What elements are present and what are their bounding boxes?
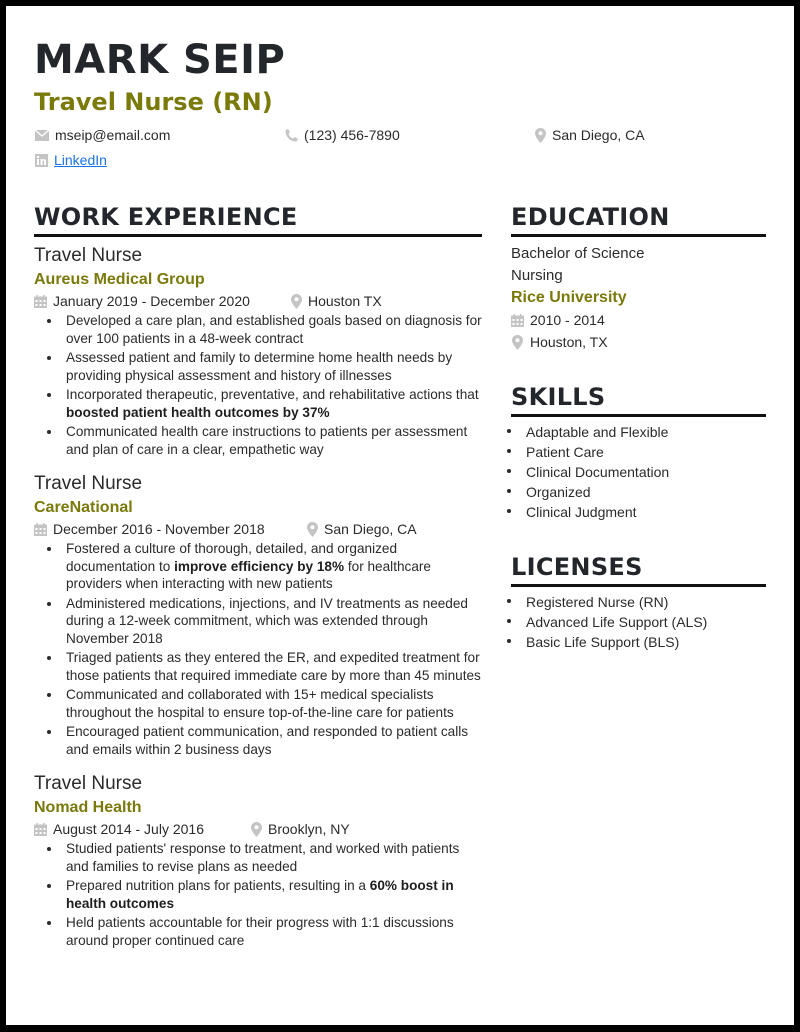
contact-linkedin[interactable]	[35, 151, 107, 169]
bullet-item: Prepared nutrition plans for patients, resulting in a 60% boost in health outcomes	[66, 877, 482, 912]
job-title: Travel Nurse	[34, 473, 143, 494]
license-item: Basic Life Support (BLS)	[526, 632, 766, 652]
degree: Bachelor of Science	[511, 245, 645, 262]
skills-list	[511, 422, 766, 522]
contact-phone	[285, 126, 400, 144]
education-location: Houston, TX	[530, 334, 608, 350]
job-bullets	[34, 540, 482, 758]
job-dates: December 2016 - November 2018	[53, 521, 265, 537]
license-item: Registered Nurse (RN)	[526, 592, 766, 612]
licenses-list	[511, 592, 766, 652]
company-name: Aureus Medical Group	[34, 271, 205, 288]
calendar-icon	[34, 295, 47, 308]
bullet-item: Communicated and collaborated with 15+ medical specialists throughout the hospital to ensure top-of-the-line care for patients	[66, 686, 482, 721]
education-section	[511, 202, 766, 353]
work-experience-section	[34, 202, 482, 951]
location-text: San Diego, CA	[552, 127, 645, 143]
job-location: San Diego, CA	[324, 521, 417, 537]
bullet-item: Studied patients' response to treatment, and worked with patients and families to revise plans as needed	[66, 840, 482, 875]
education-location-row	[511, 331, 766, 353]
school-name: Rice University	[511, 289, 627, 306]
job-entry	[34, 472, 482, 758]
company-name: CareNational	[34, 499, 133, 516]
bullet-item: Communicated health care instructions to patients per assessment and plan of care in a clear, empathetic way	[66, 423, 482, 458]
section-divider	[511, 234, 766, 237]
licenses-section	[511, 552, 766, 652]
job-entry	[34, 244, 482, 458]
phone-icon	[285, 129, 298, 142]
job-entry	[34, 772, 482, 949]
resume-page	[6, 6, 794, 1025]
job-location: Houston TX	[308, 293, 382, 309]
skill-item: Clinical Documentation	[526, 462, 766, 482]
phone-text: (123) 456-7890	[304, 127, 400, 143]
skill-item: Organized	[526, 482, 766, 502]
linkedin-icon	[35, 154, 48, 167]
company-name: Nomad Health	[34, 799, 142, 816]
education-dates: 2010 - 2014	[530, 312, 605, 328]
skills-section	[511, 382, 766, 522]
job-dates: January 2019 - December 2020	[53, 293, 250, 309]
calendar-icon	[34, 523, 47, 536]
right-column	[511, 202, 766, 650]
job-location: Brooklyn, NY	[268, 821, 350, 837]
bullet-item: Incorporated therapeutic, preventative, and rehabilitative actions that boosted patient health outcomes by 37%	[66, 386, 482, 421]
map-pin-icon	[251, 822, 262, 837]
section-heading-education: EDUCATION	[511, 203, 670, 231]
job-bullets	[34, 312, 482, 458]
candidate-name: MARK SEIP	[34, 37, 286, 83]
linkedin-link[interactable]: LinkedIn	[54, 152, 107, 168]
bullet-item: Held patients accountable for their progress with 1:1 discussions around proper continued care	[66, 914, 482, 949]
job-title: Travel Nurse	[34, 773, 143, 794]
bullet-item: Administered medications, injections, and IV treatments as needed during a 12-week commitment, which was extended through November 2018	[66, 595, 482, 648]
job-meta	[34, 820, 482, 838]
section-heading-skills: SKILLS	[511, 383, 606, 411]
job-meta	[34, 520, 482, 538]
section-divider	[511, 414, 766, 417]
job-bullets	[34, 840, 482, 949]
candidate-title: Travel Nurse (RN)	[34, 88, 273, 116]
section-divider	[34, 234, 482, 237]
education-dates-row	[511, 309, 766, 331]
job-meta	[34, 292, 482, 310]
envelope-icon	[35, 130, 49, 141]
skill-item: Clinical Judgment	[526, 502, 766, 522]
map-pin-icon	[535, 128, 546, 143]
skill-item: Adaptable and Flexible	[526, 422, 766, 442]
skill-item: Patient Care	[526, 442, 766, 462]
map-pin-icon	[512, 335, 523, 350]
calendar-icon	[511, 314, 524, 327]
bullet-item: Encouraged patient communication, and responded to patient calls and emails within 2 business days	[66, 723, 482, 758]
email-text: mseip@email.com	[55, 127, 171, 143]
bullet-item: Developed a care plan, and established goals based on diagnosis for over 100 patients in a 48-week contract	[66, 313, 482, 346]
license-item: Advanced Life Support (ALS)	[526, 612, 766, 632]
calendar-icon	[34, 823, 47, 836]
map-pin-icon	[291, 294, 302, 309]
bullet-item: Fostered a culture of thorough, detailed, and organized documentation to improve efficiency by 18% for healthcare providers when interacting with new patients	[66, 540, 482, 593]
bullet-item: Assessed patient and family to determine home health needs by providing physical assessment and history of illnesses	[66, 349, 482, 384]
map-pin-icon	[307, 522, 318, 537]
contact-location	[535, 126, 645, 144]
section-heading-licenses: LICENSES	[511, 553, 643, 581]
section-divider	[511, 584, 766, 587]
section-heading-work: WORK EXPERIENCE	[34, 203, 298, 231]
field-of-study: Nursing	[511, 267, 563, 284]
bullet-item: Triaged patients as they entered the ER, and expedited treatment for those patients that required immediate care by more than 45 minutes	[66, 650, 481, 683]
job-dates: August 2014 - July 2016	[53, 821, 204, 837]
contact-email	[35, 126, 170, 144]
job-title: Travel Nurse	[34, 245, 143, 266]
